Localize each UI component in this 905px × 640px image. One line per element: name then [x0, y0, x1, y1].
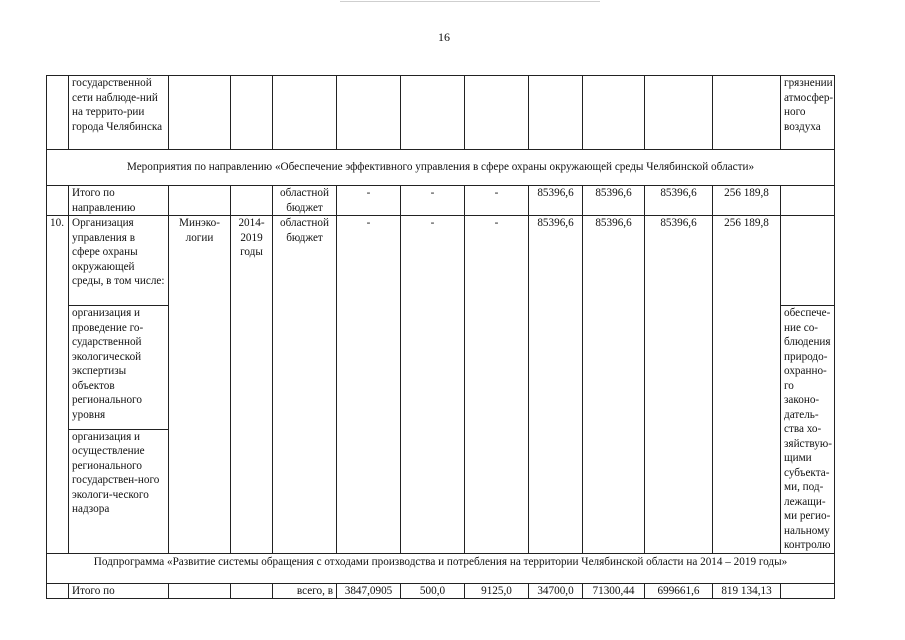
cell-executor: Минэко-логии [169, 216, 231, 554]
cell-result [781, 186, 835, 216]
cell-num [47, 186, 69, 216]
cell-2018 [583, 76, 645, 150]
cell-2015 [401, 76, 465, 150]
cell-2015: - [401, 216, 465, 554]
cell-name: организация и осуществление регионального государствен-ного экологи-ческого надзора [69, 429, 169, 553]
program-table [46, 75, 835, 599]
cell-total [713, 76, 781, 150]
cell-2014 [337, 76, 401, 150]
section-row [47, 150, 835, 186]
table-row-10 [47, 216, 835, 306]
cell-2018: 71300,44 [583, 583, 645, 599]
cell-name: Организация управления в сфере охраны окружающей среды, в том числе: [69, 216, 169, 306]
cell-name: организация и проведение го-сударственной экологической экспертизы объектов регионального уровня [69, 306, 169, 430]
table-row-total [47, 583, 835, 599]
cell-executor [169, 76, 231, 150]
section-title: Подпрограмма «Развитие системы обращения с отходами производства и потребления на территории Челябинской области на 2014 – 2019 годы» [47, 553, 835, 583]
cell-2016: - [465, 216, 529, 554]
cell-period [231, 76, 273, 150]
cell-executor [169, 186, 231, 216]
cell-2017: 85396,6 [529, 186, 583, 216]
cell-source: областной бюджет [273, 186, 337, 216]
cell-name: Итого по направлению [69, 186, 169, 216]
cell-result [781, 583, 835, 599]
cell-num [47, 76, 69, 150]
cell-2016: - [465, 186, 529, 216]
cell-2014: - [337, 186, 401, 216]
cell-result [781, 216, 835, 306]
cell-2019: 85396,6 [645, 186, 713, 216]
cell-2018: 85396,6 [583, 216, 645, 554]
cell-2019: 699661,6 [645, 583, 713, 599]
cell-total: 256 189,8 [713, 216, 781, 554]
cell-num [47, 583, 69, 599]
cell-total: 256 189,8 [713, 186, 781, 216]
cell-2014: - [337, 216, 401, 554]
top-rule [340, 1, 600, 2]
cell-name: Итого по [69, 583, 169, 599]
cell-2015: 500,0 [401, 583, 465, 599]
cell-2016 [465, 76, 529, 150]
section-row [47, 553, 835, 583]
cell-2019 [645, 76, 713, 150]
cell-2019: 85396,6 [645, 216, 713, 554]
cell-2016: 9125,0 [465, 583, 529, 599]
cell-source: всего, в [273, 583, 337, 599]
cell-2017 [529, 76, 583, 150]
cell-2018: 85396,6 [583, 186, 645, 216]
cell-2017: 34700,0 [529, 583, 583, 599]
cell-2017: 85396,6 [529, 216, 583, 554]
cell-result: грязнении атмосфер-ного воздуха [781, 76, 835, 150]
cell-num: 10. [47, 216, 69, 554]
table-row-continuation [47, 76, 835, 150]
table-row-total [47, 186, 835, 216]
cell-period [231, 583, 273, 599]
cell-period: 2014-2019 годы [231, 216, 273, 554]
cell-total: 819 134,13 [713, 583, 781, 599]
page-number: 16 [438, 30, 450, 44]
cell-2014: 3847,0905 [337, 583, 401, 599]
cell-result: обеспече-ние со-блюдения природо-охранно-го законо-датель-ства хо-зяйствую-щими субъекта-ми, под-лежащи-ми регио-нальному контролю [781, 306, 835, 554]
cell-2015: - [401, 186, 465, 216]
cell-source [273, 76, 337, 150]
cell-source: областной бюджет [273, 216, 337, 554]
cell-executor [169, 583, 231, 599]
cell-name: государственной сети наблюде-ний на террито-рии города Челябинска [69, 76, 169, 150]
cell-period [231, 186, 273, 216]
section-title: Мероприятия по направлению «Обеспечение эффективного управления в сфере охраны окружающей среды Челябинской области» [47, 150, 835, 186]
